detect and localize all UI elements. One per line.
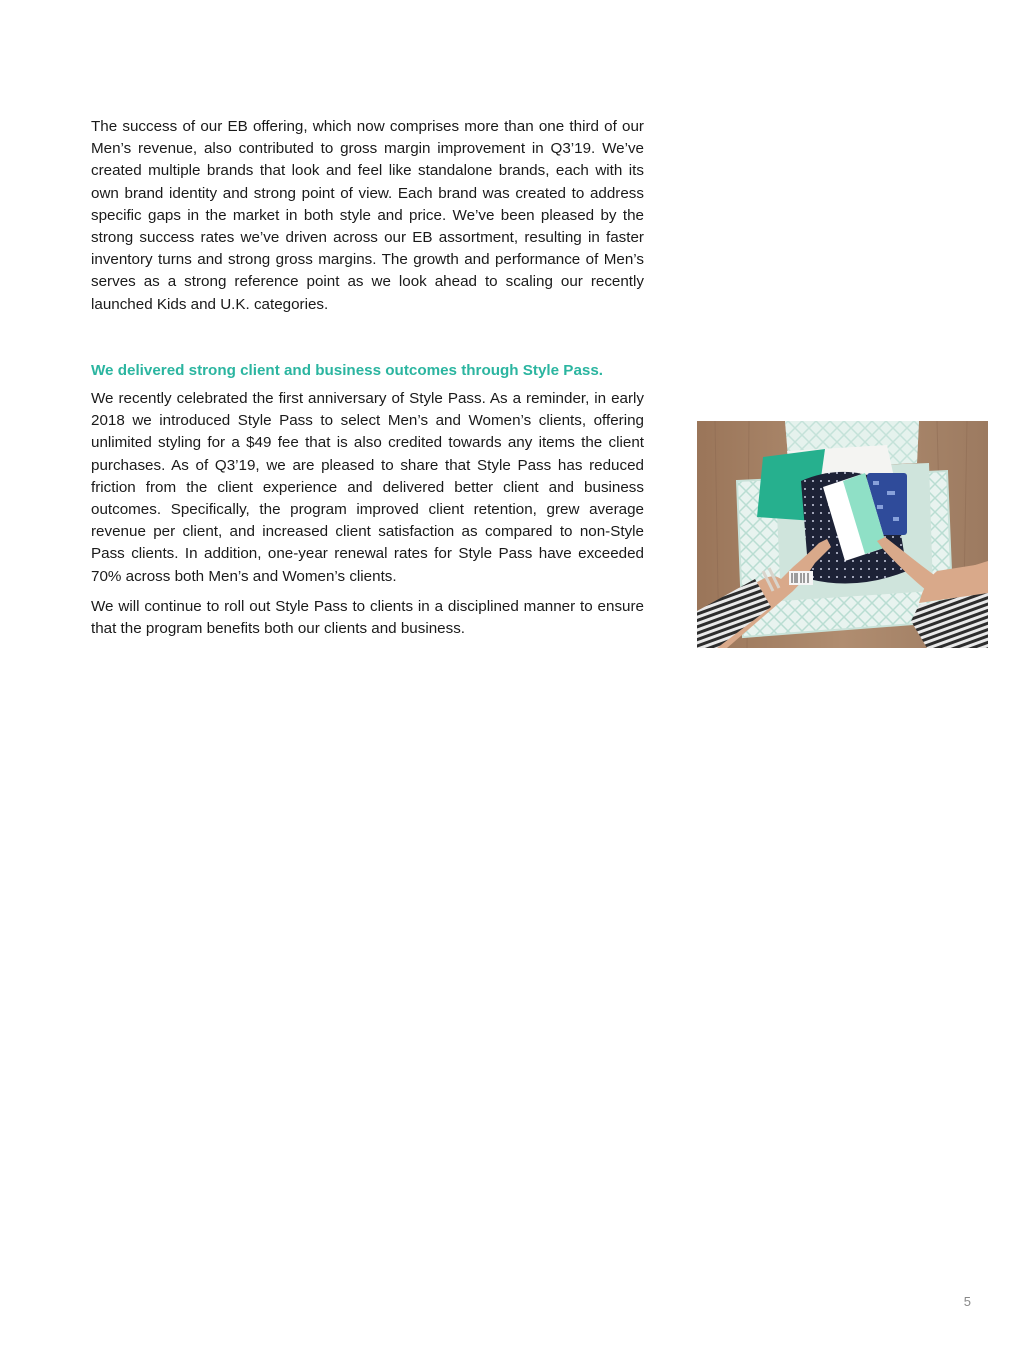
paragraph-eb-offering: The success of our EB offering, which now comprises more than one third of our Men’s revenue, also contributed to gross margin improvement in Q3’19. We’ve created multiple brands that look and feel like standalone brands, each with its own brand identity and strong point of view. Each brand was created to address specific gaps in the market in both style and price. We’ve been pleased by the strong success rates we’ve driven across our EB assortment, resulting in faster inventory turns and strong gross margins. The growth and performance of Men’s serves as a strong reference point as we look ahead to scaling our recently launched Kids and U.K. categories. <box>91 118 644 313</box>
paragraph-spacer <box>91 588 644 596</box>
hands-unpacking-box-photo <box>697 421 988 648</box>
section-heading-style-pass: We delivered strong client and business outcomes through Style Pass. <box>91 361 603 379</box>
paragraph-style-pass-intro: We recently celebrated the first anniversary of Style Pass. As a reminder, in early 2018 we introduced Style Pass to select Men’s and Women’s clients, offering unlimited styling for a $49 fee that is also credited towards any items the client purchases. As of Q3’19, we are pleased to share that Style Pass has reduced friction from the client experience and delivered better client and business outcomes. Specifically, the program improved client retention, grew average revenue per client, and increased client satisfaction as compared to non-Style Pass clients. In addition, one-year renewal rates for Style Pass have exceeded 70% across both Men’s and Women’s clients. <box>91 390 644 585</box>
main-column <box>91 116 644 640</box>
page-number: 5 <box>963 1294 971 1309</box>
paragraph-style-pass-rollout: We will continue to roll out Style Pass to clients in a disciplined manner to ensure that the program benefits both our clients and business. <box>91 597 644 638</box>
